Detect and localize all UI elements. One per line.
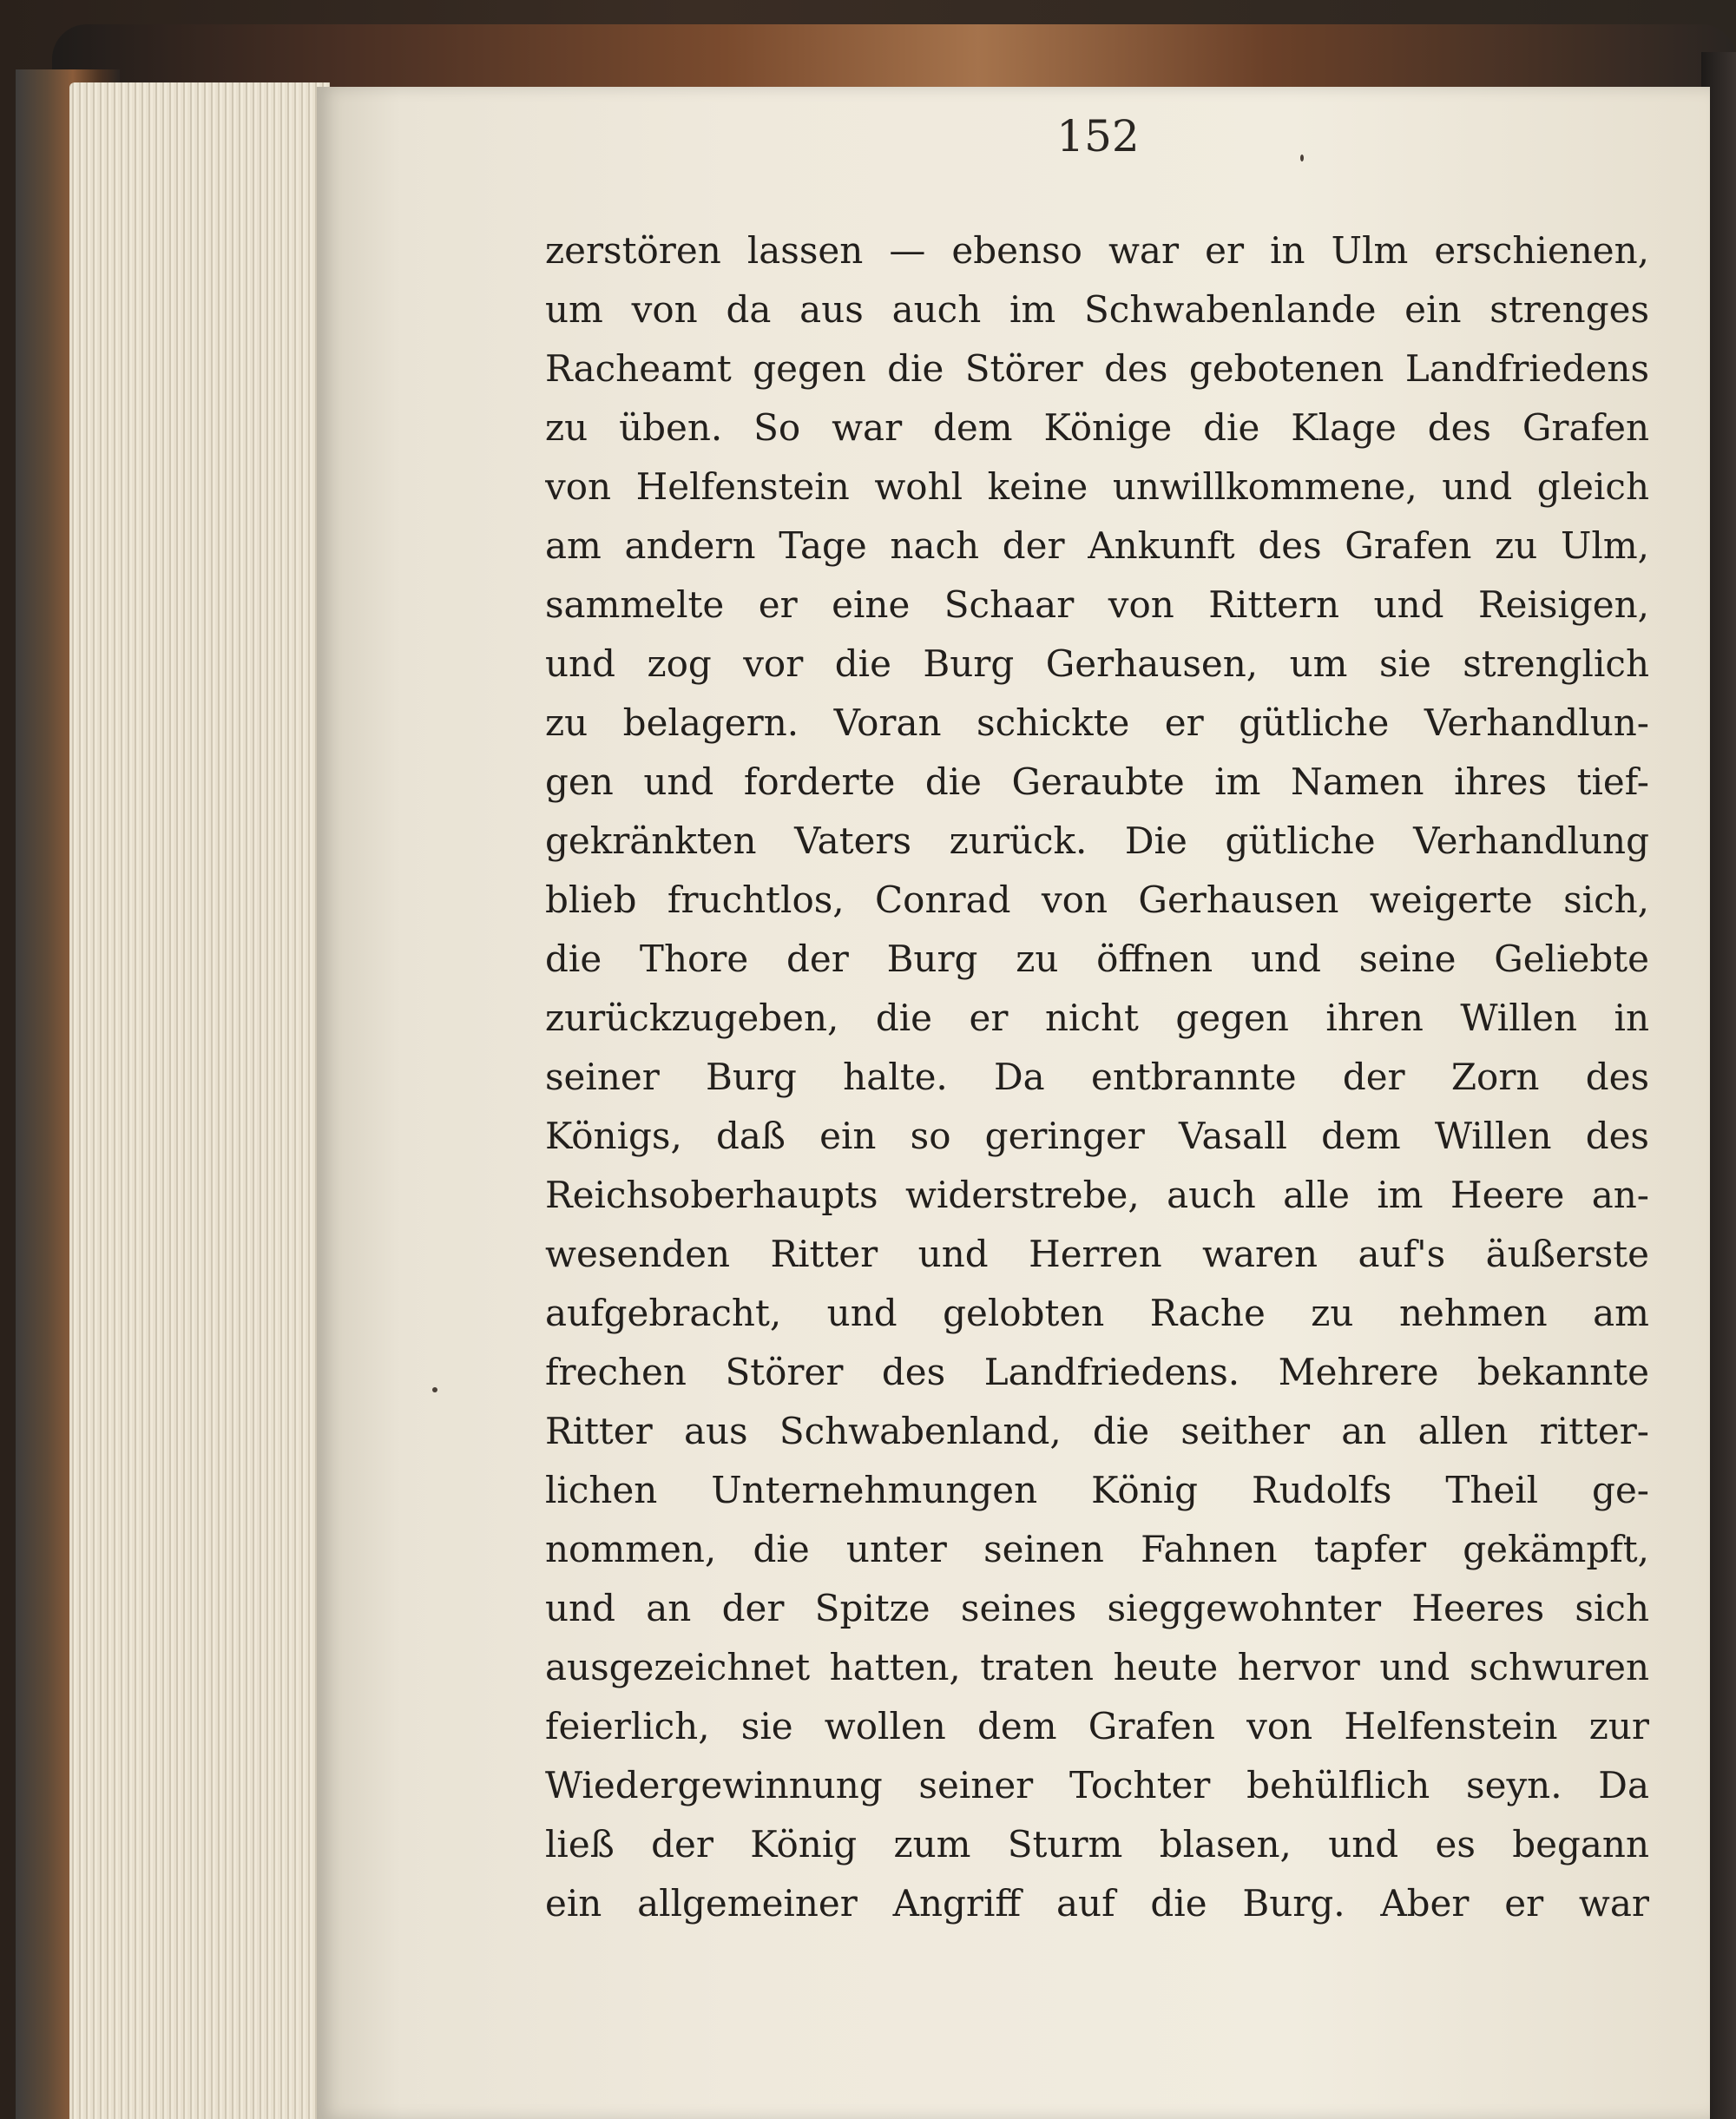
- text-line: zurückzugeben, die er nicht gegen ihren Willen in: [545, 997, 1649, 1039]
- text-line: gekränkten Vaters zurück. Die gütliche Verhandlung: [545, 819, 1649, 862]
- text-line: feierlich, sie wollen dem Grafen von Helfenstein zur: [545, 1705, 1649, 1747]
- body-text: [545, 221, 1649, 1933]
- text-line: am andern Tage nach der Ankunft des Grafen zu Ulm,: [545, 524, 1649, 567]
- text-line: ließ der König zum Sturm blasen, und es begann: [545, 1823, 1649, 1866]
- text-line: zerstören lassen — ebenso war er in Ulm erschienen,: [545, 229, 1649, 272]
- text-line: um von da aus auch im Schwabenlande ein strenges: [545, 288, 1649, 331]
- text-line: Ritter aus Schwabenland, die seither an allen ritter-: [545, 1410, 1649, 1452]
- text-line: ein allgemeiner Angriff auf die Burg. Aber er war: [545, 1882, 1649, 1925]
- text-line: von Helfenstein wohl keine unwillkommene, und gleich: [545, 465, 1649, 508]
- text-line: nommen, die unter seinen Fahnen tapfer gekämpft,: [545, 1528, 1649, 1570]
- text-line: wesenden Ritter und Herren waren auf's äußerste: [545, 1233, 1649, 1275]
- text-line: und zog vor die Burg Gerhausen, um sie strenglich: [545, 642, 1649, 685]
- text-line: lichen Unternehmungen König Rudolfs Theil ge-: [545, 1469, 1649, 1511]
- paper-speck: [1300, 155, 1304, 161]
- text-line: ausgezeichnet hatten, traten heute hervor und schwuren: [545, 1646, 1649, 1688]
- text-line: sammelte er eine Schaar von Rittern und Reisigen,: [545, 583, 1649, 626]
- text-line: seiner Burg halte. Da entbrannte der Zorn des: [545, 1056, 1649, 1098]
- text-line: und an der Spitze seines sieggewohnter Heeres sich: [545, 1587, 1649, 1629]
- text-line: Reichsoberhaupts widerstrebe, auch alle im Heere an-: [545, 1174, 1649, 1216]
- text-line: Racheamt gegen die Störer des gebotenen Landfriedens: [545, 347, 1649, 390]
- text-line: Wiedergewinnung seiner Tochter behülflich seyn. Da: [545, 1764, 1649, 1806]
- text-line: blieb fruchtlos, Conrad von Gerhausen weigerte sich,: [545, 879, 1649, 921]
- text-line: die Thore der Burg zu öffnen und seine Geliebte: [545, 938, 1649, 980]
- paper-speck: [432, 1387, 437, 1392]
- text-line: aufgebracht, und gelobten Rache zu nehmen am: [545, 1292, 1649, 1334]
- text-line: zu belagern. Voran schickte er gütliche Verhandlun-: [545, 701, 1649, 744]
- text-line: gen und forderte die Geraubte im Namen ihres tief-: [545, 760, 1649, 803]
- text-line: Königs, daß ein so geringer Vasall dem Willen des: [545, 1115, 1649, 1157]
- page-number: 152: [1056, 111, 1140, 161]
- text-line: frechen Störer des Landfriedens. Mehrere bekannte: [545, 1351, 1649, 1393]
- page-edges: [69, 82, 330, 2119]
- text-line: zu üben. So war dem Könige die Klage des Grafen: [545, 406, 1649, 449]
